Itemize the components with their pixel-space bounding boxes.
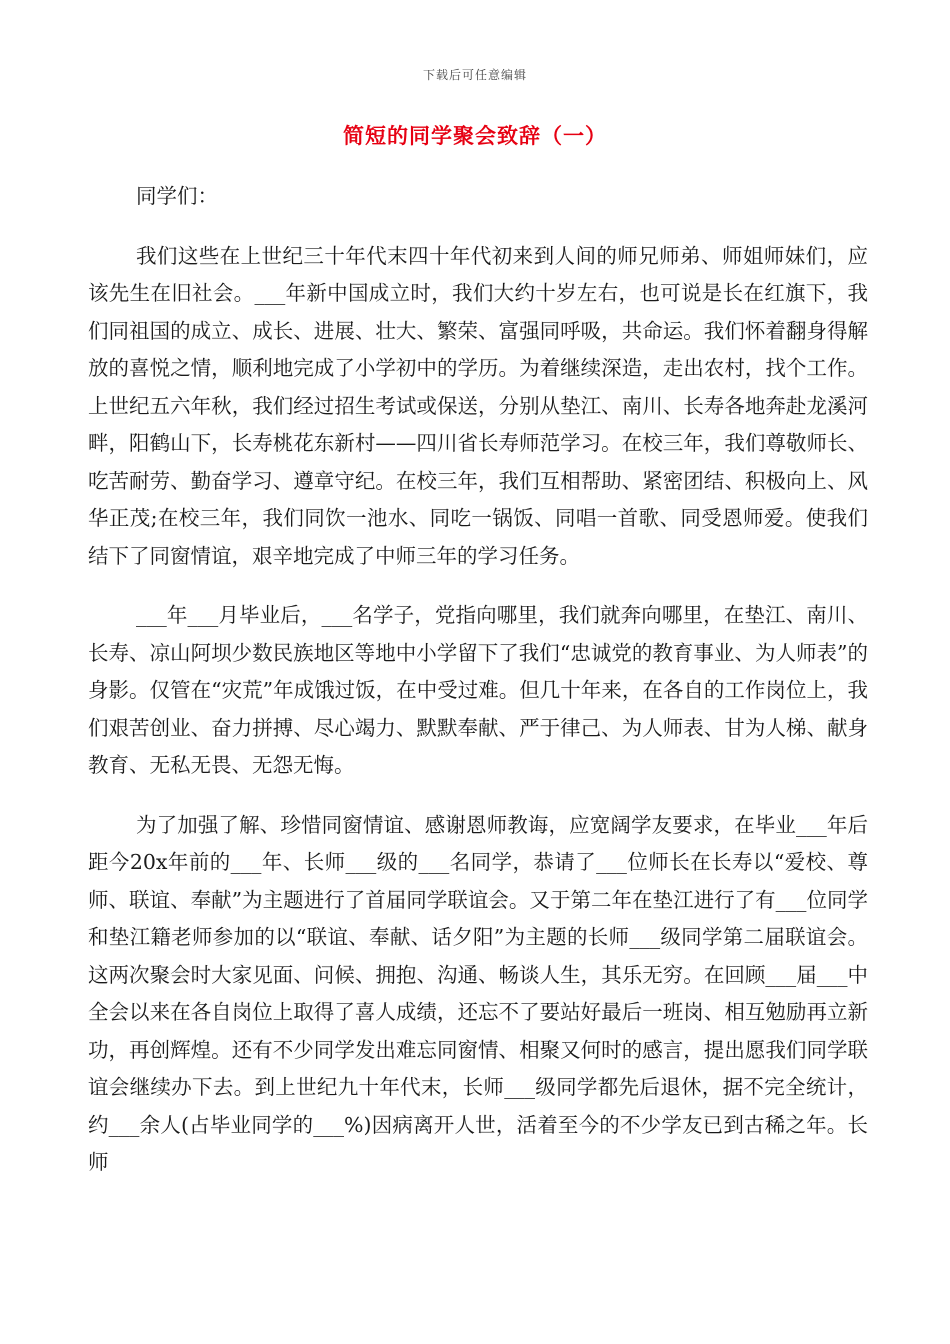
paragraph-3: 为了加强了解、珍惜同窗情谊、感谢恩师教诲，应宽阔学友要求，在毕业___年后距今20x年前的___年、长师___级的___名同学，恭请了___位师长在长寿以“爱校、尊师、联谊、奉献”为主题进行了首届同学联谊会。又于第二年在垫江进行了有___位同学和垫江籍老师参加的以“联谊、奉献、话夕阳”为主题的长师___级同学第二届联谊会。这两次聚会时大家见面、问候、拥抱、沟通、畅谈人生，其乐无穷。在回顾___届___中全会以来在各自岗位上取得了喜人成绩，还忘不了要站好最后一班岗、相互勉励再立新功，再创辉煌。还有不少同学发出难忘同窗情、相聚又何时的感言，提出愿我们同学联谊会继续办下去。到上世纪九十年代末，长师___级同学都先后退休，据不完全统计，约___余人(占毕业同学的___%)因病离开人世，活着至今的不少学友已到古稀之年。长师 [88, 812, 868, 1174]
paragraph-2: ___年___月毕业后，___名学子，党指向哪里，我们就奔向哪里，在垫江、南川、长寿、凉山阿坝少数民族地区等地中小学留下了我们“忠诚党的教育事业、为人师表”的身影。仅管在“灾荒”年成饿过饭，在中受过难。但几十年来，在各自的工作岗位上，我们艰苦创业、奋力拼搏、尽心竭力、默默奉献、严于律己、为人师表、甘为人梯、献身教育、无私无畏、无怨无悔。 [88, 603, 868, 777]
document-title: 简短的同学聚会致辞（一） [343, 123, 607, 148]
salutation: 同学们： [136, 184, 218, 208]
document-body [88, 178, 868, 1182]
header-note: 下载后可任意编辑 [422, 68, 527, 82]
paragraph-1: 我们这些在上世纪三十年代末四十年代初来到人间的师兄师弟、师姐师妹们，应该先生在旧社会。___年新中国成立时，我们大约十岁左右，也可说是长在红旗下，我们同祖国的成立、成长、进展、壮大、繁荣、富强同呼吸，共命运。我们怀着翻身得解放的喜悦之情，顺利地完成了小学初中的学历。为着继续深造，走出农村，找个工作。上世纪五六年秋，我们经过招生考试或保送，分别从垫江、南川、长寿各地奔赴龙溪河畔，阳鹤山下，长寿桃花东新村——四川省长寿师范学习。在校三年，我们尊敬师长、吃苦耐劳、勤奋学习、遵章守纪。在校三年，我们互相帮助、紧密团结、积极向上、风华正茂;在校三年，我们同饮一池水、同吃一锅饭、同唱一首歌、同受恩师爱。使我们结下了同窗情谊，艰辛地完成了中师三年的学习任务。 [88, 243, 868, 568]
